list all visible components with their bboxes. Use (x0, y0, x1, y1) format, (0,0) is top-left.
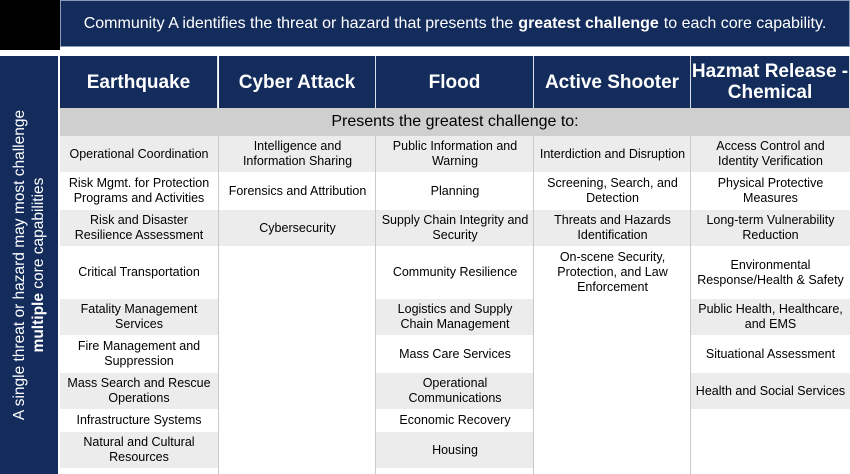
capability-cell: Forensics and Attribution (219, 173, 376, 210)
side-label-line2: core capabilities (30, 177, 47, 289)
capability-cell: Situational Assessment (691, 336, 850, 373)
banner-prefix: Community A identifies the threat or hazard that presents the (83, 14, 514, 32)
banner (60, 0, 850, 47)
side-label (10, 56, 48, 474)
side-label-line1: A single threat or hazard may most challenge (11, 109, 28, 421)
capability-cell: Logistics and Supply Chain Management (376, 299, 534, 336)
capability-cell: Threats and Hazards Identification (534, 210, 691, 247)
capability-cell: Access Control and Identity Verification (691, 136, 850, 173)
column-divider (690, 136, 691, 474)
capability-cell: Mass Search and Rescue Operations (60, 373, 218, 410)
column-header-hazmat-release-chemical: Hazmat Release - Chemical (691, 56, 850, 108)
capability-cell: Interdiction and Disruption (534, 136, 691, 173)
capability-cell: Cybersecurity (219, 210, 376, 247)
capability-cell: Mass Care Services (376, 336, 534, 373)
column-header-earthquake: Earthquake (60, 56, 218, 108)
capability-cell: Housing (376, 432, 534, 469)
column-header-flood: Flood (376, 56, 534, 108)
column-header-active-shooter: Active Shooter (534, 56, 691, 108)
capability-cell: Fire Management and Suppression (60, 336, 218, 373)
column-divider (218, 136, 219, 474)
capability-cell: Screening, Search, and Detection (534, 173, 691, 210)
banner-suffix: to each core capability. (663, 14, 827, 32)
capability-cell: On-scene Security, Protection, and Law Enforcement (534, 247, 691, 299)
capability-cell: Long-term Vulnerability Reduction (691, 210, 850, 247)
capability-cell: Health and Social Services (691, 373, 850, 410)
capability-cell: Intelligence and Information Sharing (219, 136, 376, 173)
capability-cell: Operational Communications (376, 373, 534, 410)
capability-cell: Risk and Disaster Resilience Assessment (60, 210, 218, 247)
capability-cell: Risk Mgmt. for Protection Programs and Activities (60, 173, 218, 210)
column-divider (375, 136, 376, 474)
capability-cell: Economic Recovery (376, 410, 534, 432)
capability-cell: Public Information and Warning (376, 136, 534, 173)
capability-cell: Environmental Response/Health & Safety (691, 247, 850, 299)
capability-cell: Planning (376, 173, 534, 210)
corner-block (0, 0, 60, 50)
capability-cell: Operational Coordination (60, 136, 218, 173)
capability-cell: Fatality Management Services (60, 299, 218, 336)
capability-cell: Physical Protective Measures (691, 173, 850, 210)
capability-cell: Natural and Cultural Resources (60, 432, 218, 469)
capability-cell: Infrastructure Systems (60, 410, 218, 432)
side-label-bar (0, 56, 58, 474)
capability-cell: Community Resilience (376, 247, 534, 299)
column-header-cyber-attack: Cyber Attack (219, 56, 376, 108)
subheader: Presents the greatest challenge to: (60, 108, 850, 136)
capability-cell: Public Health, Healthcare, and EMS (691, 299, 850, 336)
side-label-emphasis: multiple (30, 293, 47, 353)
capability-cell: Critical Transportation (60, 247, 218, 299)
capability-cell: Supply Chain Integrity and Security (376, 210, 534, 247)
column-divider (533, 136, 534, 474)
banner-emphasis: greatest challenge (518, 14, 659, 32)
